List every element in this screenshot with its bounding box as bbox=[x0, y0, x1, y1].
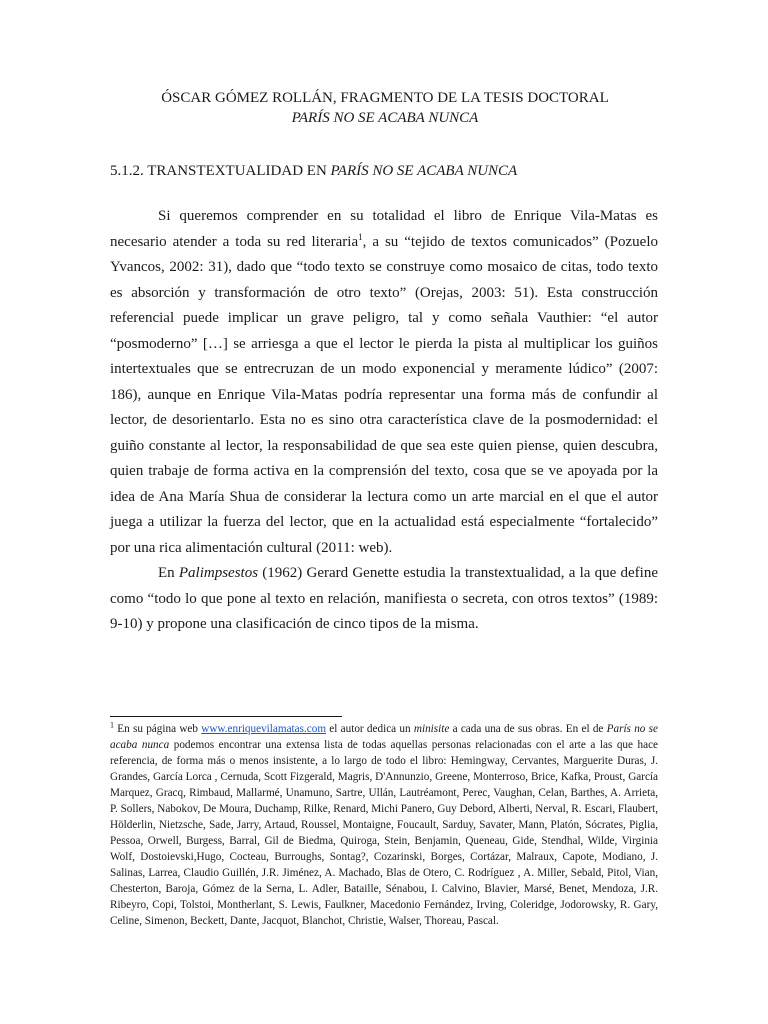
footnote-text-b: el autor dedica un bbox=[326, 723, 414, 735]
footnote-divider bbox=[110, 716, 342, 717]
paragraph-2-italic: Palimpsestos bbox=[178, 565, 259, 581]
footnote-number: 1 bbox=[110, 720, 114, 730]
header-title: ÓSCAR GÓMEZ ROLLÁN, FRAGMENTO DE LA TESIS DOCTORAL bbox=[161, 90, 609, 106]
footnote-text-d: podemos encontrar una extensa lista de todas aquellas personas relacionadas con el arte a las que hace referencia, de forma más o menos insistente, a lo largo de todo el libro: Hemingway, Cervantes, Marguerite Duras, J. Grandes, García Lorca , Cernuda, Scott Fizgerald, Magris, D'Annunzio, Greene, Monterroso, Brice, Kafka, Proust, García Marquez, Gracq, Rimbaud, Mallarmé, Unamuno, Sartre, Ullán, Lautréamont, Perec, Vaughan, Celan, Barthes, A. Arrieta, P. Sollers, Nabokov, De Moura, Duchamp, Rilke, Renard, Michi Panero, Guy Debord, Alberti, Nerval, R. Escari, Flaubert, Hölderlin, Nietzsche, Sade, Jarry, Artaud, Roussel, Montaigne, Foucault, Sarduy, Savater, Mann, Platón, Sócrates, Piglia, Pessoa, Orwell, Burgess, Barral, Gil de Biedma, Quiroga, Stein, Benjamin, Queneau, Gide, Stendhal, Wilde, Virginia Wolf, Dostoievski,Hugo, Cocteau, Burroughs, Sontag?, Cozarinski, Borges, Cortázar, Malraux, Capote, Modiano, J. Salinas, Larrea, Claudio Guillén, J.R. Jiménez, A. Machado, Blas de Otero, C. Rodríguez , A. Miller, Sebald, Pitol, Vian, Chesterton, Baroja, Gómez de la Serna, L. Adler, Bataille, Sénabou, I. Calvino, Blavier, Marsé, Benet, Mendoza, J.R. Ribeyro, Copi, Tolstoi, Montherlant, S. Lewis, Faulkner, Macedonio Fernández, Irving, Coleridge, Jodorowsky, R. Gary, Celine, Simenon, Beckett, Dante, Jacquot, Blanchot, Christie, Walser, Thoreau, Pascal. bbox=[110, 739, 659, 927]
body-text bbox=[110, 204, 658, 638]
footnote-italic-1: minisite bbox=[413, 723, 450, 735]
paragraph-2-text-a: En bbox=[158, 565, 179, 581]
section-title: PARÍS NO SE ACABA NUNCA bbox=[330, 163, 518, 179]
header-subtitle: PARÍS NO SE ACABA NUNCA bbox=[291, 110, 479, 126]
footnote-link[interactable]: www.enriquevilamatas.com bbox=[201, 723, 327, 735]
paragraph-1-text-b: , a su “tejido de textos comunicados” (Pozuelo Yvancos, 2002: 31), dado que “todo texto se construye como mosaico de citas, todo texto es absorción y transformación de otro texto” (Orejas, 2003: 51). Esta construcción referencial puede implicar un grave peligro, tal y como señala Vauthier: “el autor “posmoderno” […] se arriesga a que el lector le pierda la pista al multiplicar los guiños intertextuales que se entrecruzan de un modo exponencial y meramente lúdico” (2007: 186), aunque en Enrique Vila-Matas podría representar una forma más de confundir al lector, de desorientarlo. Esta no es sino otra característica clave de la posmodernidad: el guiño constante al lector, la responsabilidad de que sea este quien piense, quien descubra, quien trabaje de forma activa en la comprensión del texto, cosa que se ve apoyada por la idea de Ana María Shua de considerar la lectura como un arte marcial en el que el autor juega a utilizar la fuerza del lector, que en la actualidad está especialmente “fortalecido” por una rica alimentación cultural (2011: web). bbox=[110, 233, 658, 556]
paragraph-1-text-a: Si queremos comprender en su totalidad el libro de Enrique Vila-Matas es necesario atender a toda su red literaria bbox=[110, 208, 658, 250]
footnote bbox=[110, 721, 658, 929]
footnote-italic-2: París no se acaba nunca bbox=[110, 723, 658, 751]
footnote-text-c: a cada una de sus obras. En el de bbox=[449, 723, 607, 735]
footnote-reference[interactable]: 1 bbox=[358, 231, 363, 242]
document-header bbox=[100, 88, 670, 128]
paragraph-2-text-b: (1962) Gerard Genette estudia la transtextualidad, a la que define como “todo lo que pone al texto en relación, manifiesta o secreta, con otros textos” (1989: 9-10) y propone una clasificación de cinco tipos de la misma. bbox=[110, 565, 658, 632]
paragraph-2 bbox=[110, 561, 658, 638]
section-heading bbox=[110, 160, 670, 182]
paragraph-1 bbox=[110, 204, 658, 561]
footnote-text-a: En su página web bbox=[114, 723, 202, 735]
section-number: 5.1.2. TRANSTEXTUALIDAD EN bbox=[110, 163, 331, 179]
